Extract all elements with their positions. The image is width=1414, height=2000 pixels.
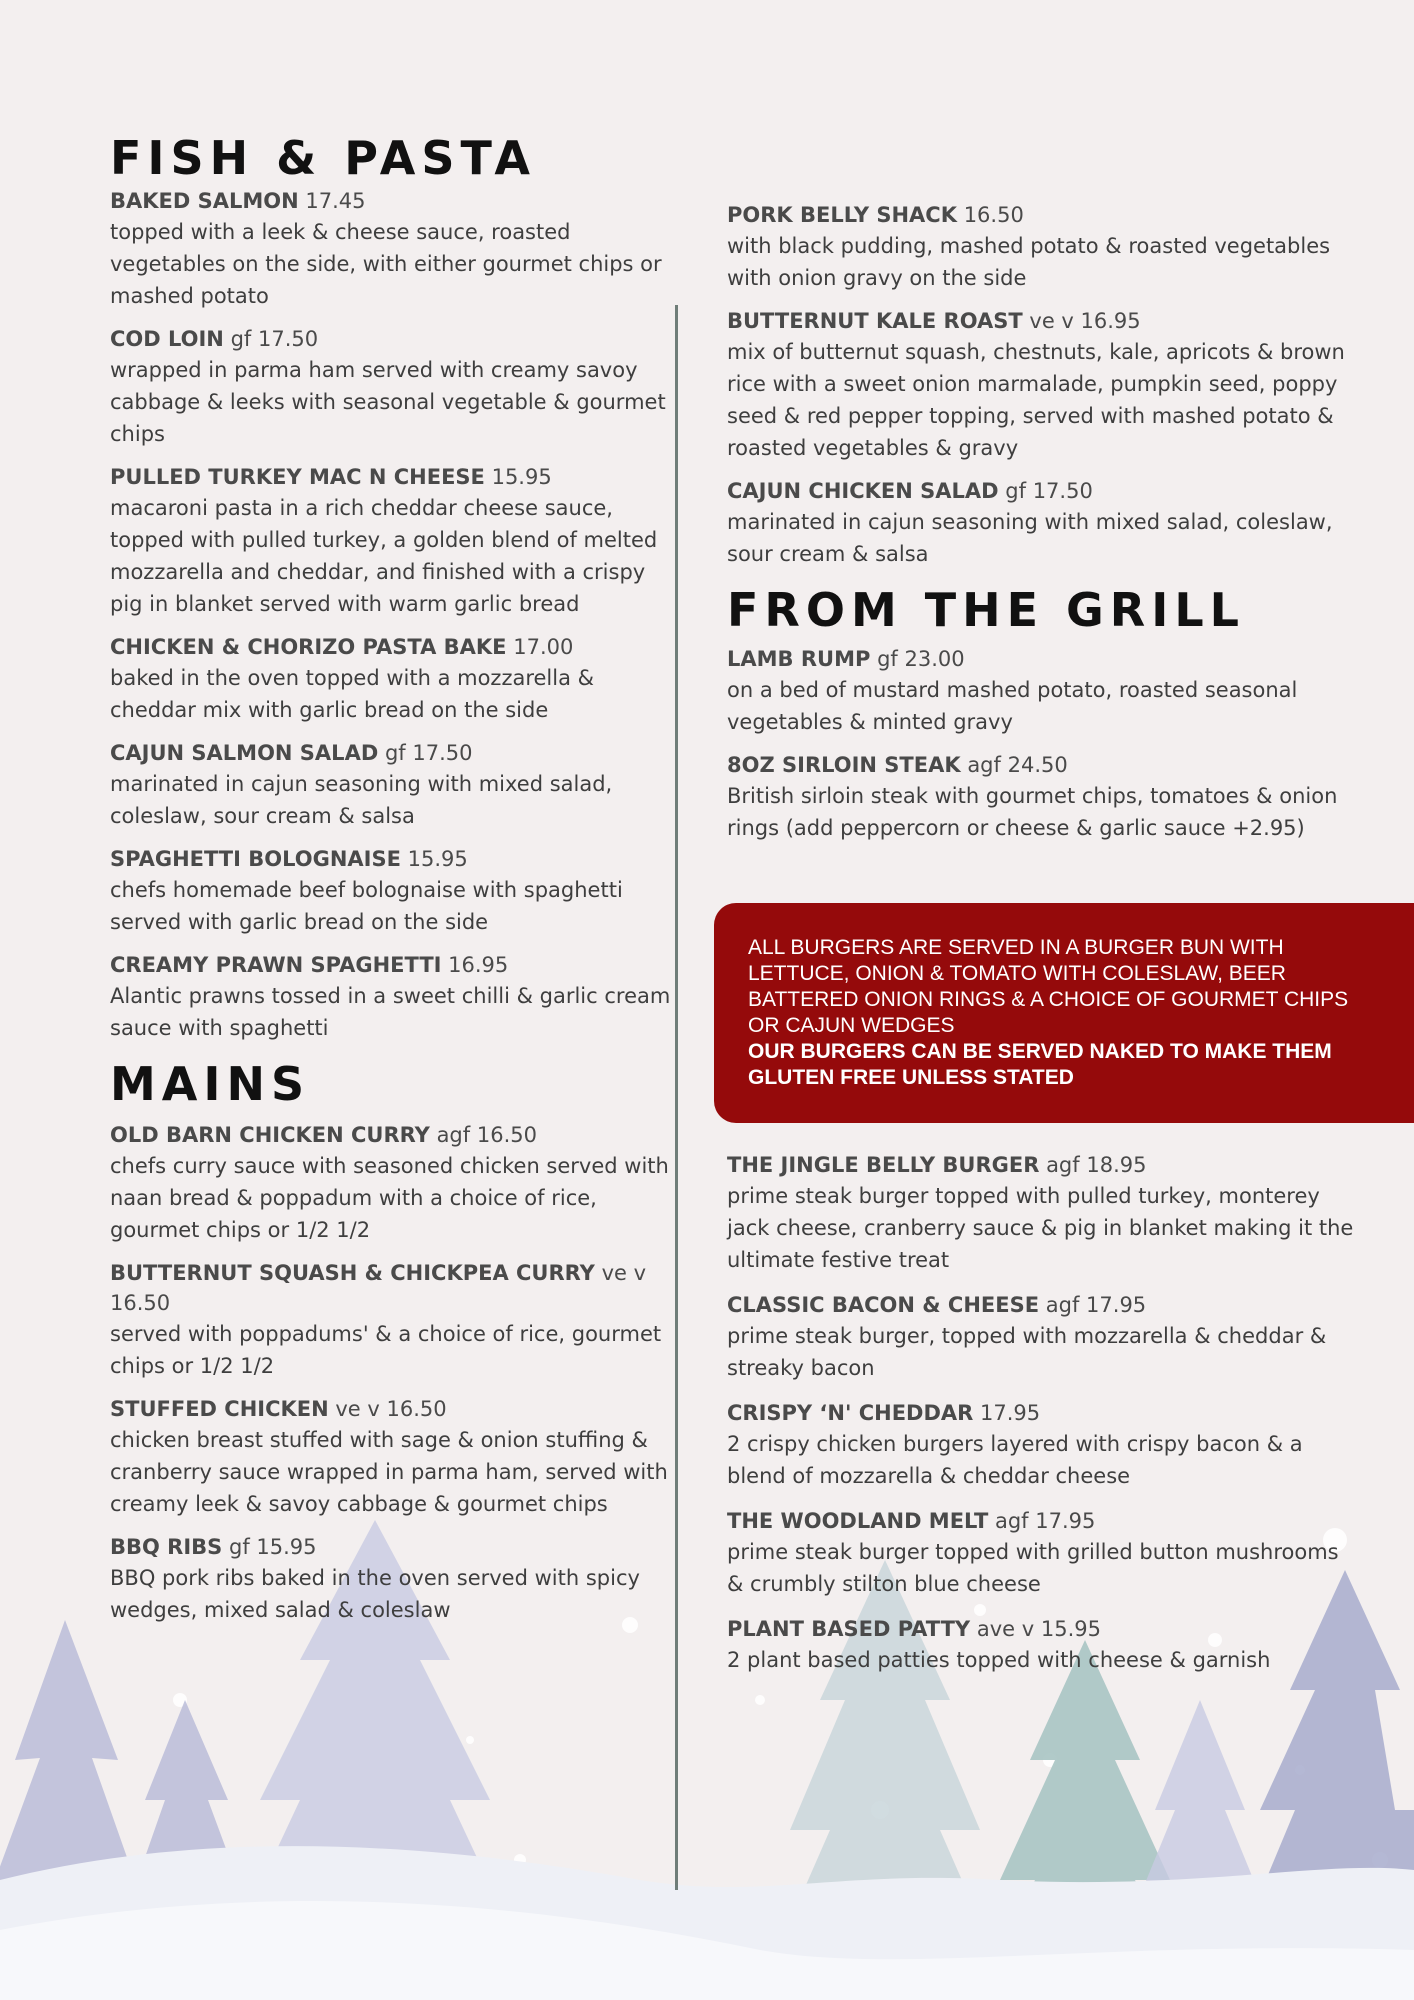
menu-item-title [727,200,1357,230]
menu-item-name: THE WOODLAND MELT [727,1509,989,1533]
menu-item-price: 17.95 [1086,1293,1147,1317]
menu-item-name: THE JINGLE BELLY BURGER [727,1153,1040,1177]
menu-item-description: baked in the oven topped with a mozzarella & cheddar mix with garlic bread on the side [110,666,595,722]
menu-item-description: with black pudding, mashed potato & roasted vegetables with onion gravy on the side [727,234,1331,290]
menu-item-price: 15.95 [1040,1617,1101,1641]
mains-heading: MAINS [110,1057,311,1111]
menu-item-title [110,1532,680,1562]
menu-item-description: BBQ pork ribs baked in the oven served with spicy wedges, mixed salad & coleslaw [110,1566,640,1622]
menu-item-name: STUFFED CHICKEN [110,1397,329,1421]
mains-right-list [727,200,1357,570]
menu-item-dietary-tag: ve v [335,1397,380,1421]
menu-item [110,1120,680,1246]
menu-item-price: 16.50 [110,1291,171,1315]
menu-item-description: prime steak burger, topped with mozzarella & cheddar & streaky bacon [727,1324,1327,1380]
menu-item-dietary-tag: gf [230,327,252,351]
fish-pasta-list [110,186,680,1044]
menu-item-name: COD LOIN [110,327,224,351]
menu-item-description: chicken breast stuffed with sage & onion stuffing & cranberry sauce wrapped in parma ham, served with creamy leek & savoy cabbage & gourmet chips [110,1428,668,1516]
menu-item-name: BBQ RIBS [110,1535,223,1559]
menu-item-price: 24.50 [1007,753,1068,777]
menu-item-dietary-tag: ve v [1029,309,1074,333]
menu-item-dietary-tag: ave v [976,1617,1035,1641]
menu-item-dietary-tag: gf [877,647,898,671]
menu-item-title [110,1120,680,1150]
menu-item [110,1394,680,1520]
menu-item-price: 17.45 [305,189,366,213]
menu-item-description: chefs curry sauce with seasoned chicken served with naan bread & poppadum with a choice of rice, gourmet chips or 1/2 1/2 [110,1154,669,1242]
menu-item-description: topped with a leek & cheese sauce, roasted vegetables on the side, with either gourmet chips or mashed potato [110,220,662,308]
menu-item-price: 18.95 [1086,1153,1147,1177]
menu-item-title [727,1614,1357,1644]
menu-item [727,1398,1357,1492]
menu-item [110,738,680,832]
menu-item-title [727,1150,1357,1180]
menu-item [727,306,1357,464]
menu-item-price: 16.50 [476,1123,537,1147]
menu-item-title [110,324,680,354]
menu-item-name: BUTTERNUT KALE ROAST [727,309,1023,333]
right-column [727,200,1357,856]
menu-item-price: 17.00 [513,635,574,659]
menu-item-description: macaroni pasta in a rich cheddar cheese sauce, topped with pulled turkey, a golden blend of melted mozzarella and cheddar, and finished with a crispy pig in blanket served with warm garlic bread [110,496,658,616]
menu-item [110,844,680,938]
menu-item-price: 16.50 [963,203,1024,227]
menu-item-title [110,1394,680,1424]
menu-item-description: marinated in cajun seasoning with mixed salad, coleslaw, sour cream & salsa [110,772,613,828]
burger-notice-gluten: OUR BURGERS CAN BE SERVED NAKED TO MAKE THEM GLUTEN FREE UNLESS STATED [748,1040,1332,1089]
menu-item-title [727,644,1357,674]
menu-item-description: Alantic prawns tossed in a sweet chilli & garlic cream sauce with spaghetti [110,984,671,1040]
menu-item-title [727,1398,1357,1428]
menu-item-price: 23.00 [904,647,965,671]
menu-item-name: CHICKEN & CHORIZO PASTA BAKE [110,635,507,659]
menu-item-dietary-tag: agf [1046,1153,1080,1177]
mains-left-list [110,1120,680,1626]
menu-item-description: wrapped in parma ham served with creamy savoy cabbage & leeks with seasonal vegetable & gourmet chips [110,358,666,446]
menu-item-title [727,1290,1357,1320]
menu-item-dietary-tag: agf [967,753,1001,777]
menu-item [727,1614,1357,1676]
menu-item-title [110,844,680,874]
menu-item-dietary-tag: gf [1005,479,1026,503]
menu-item-title [110,1258,680,1318]
menu-item-name: CAJUN CHICKEN SALAD [727,479,999,503]
menu-item-price: 17.95 [1035,1509,1096,1533]
menu-item-name: OLD BARN CHICKEN CURRY [110,1123,430,1147]
left-column [110,130,680,1638]
menu-item-name: 8OZ SIRLOIN STEAK [727,753,961,777]
menu-item-dietary-tag: gf [228,1535,250,1559]
menu-item-title [727,476,1357,506]
menu-item [727,1290,1357,1384]
menu-item [727,644,1357,738]
menu-item-price: 17.50 [1032,479,1093,503]
menu-item-name: PLANT BASED PATTY [727,1617,971,1641]
menu-item-dietary-tag: gf [384,741,406,765]
menu-item-name: BUTTERNUT SQUASH & CHICKPEA CURRY [110,1261,595,1285]
menu-item-description: prime steak burger topped with grilled button mushrooms & crumbly stilton blue cheese [727,1540,1339,1596]
menu-item [727,200,1357,294]
menu-item-title [727,750,1357,780]
menu-item-dietary-tag: agf [1045,1293,1080,1317]
menu-item-title [110,950,680,980]
menu-item-description: British sirloin steak with gourmet chips, tomatoes & onion rings (add peppercorn or cheese & garlic sauce +2.95) [727,784,1338,840]
menu-item-price: 16.50 [386,1397,447,1421]
menu-item-title [110,186,680,216]
menu-item-name: CREAMY PRAWN SPAGHETTI [110,953,442,977]
menu-item-name: SPAGHETTI BOLOGNAISE [110,847,401,871]
menu-item-description: marinated in cajun seasoning with mixed salad, coleslaw, sour cream & salsa [727,510,1333,566]
menu-item [110,1258,680,1382]
burgers-list [727,1150,1357,1690]
menu-item-name: PULLED TURKEY MAC N CHEESE [110,465,485,489]
menu-item [727,476,1357,570]
menu-item-description: 2 crispy chicken burgers layered with crispy bacon & a blend of mozzarella & cheddar cheese [727,1432,1303,1488]
menu-item [727,1150,1357,1276]
menu-item-title [727,306,1357,336]
menu-item-description: mix of butternut squash, chestnuts, kale, apricots & brown rice with a sweet onion marmalade, pumpkin seed, poppy seed & red pepper topping, served with mashed potato & roasted vegetables & gravy [727,340,1345,460]
menu-item-price: 17.95 [980,1401,1041,1425]
menu-item-price: 15.95 [256,1535,317,1559]
fish-pasta-heading: FISH & PASTA [110,131,536,185]
menu-item-name: PORK BELLY SHACK [727,203,957,227]
menu-item-price: 17.50 [412,741,473,765]
menu-item-title [727,1506,1357,1536]
burger-notice [714,903,1414,1123]
menu-item [110,950,680,1044]
burger-notice-text: ALL BURGERS ARE SERVED IN A BURGER BUN WITH LETTUCE, ONION & TOMATO WITH COLESLAW, BEER BATTERED ONION RINGS & A CHOICE OF GOURMET CHIPS OR CAJUN WEDGES [748,936,1349,1037]
menu-item [110,324,680,450]
menu-item [110,186,680,312]
menu-item [727,750,1357,844]
grill-list [727,644,1357,844]
menu-item [110,632,680,726]
menu-item-name: CRISPY ‘N' CHEDDAR [727,1401,974,1425]
grill-heading: FROM THE GRILL [727,583,1245,637]
menu-item-dietary-tag: agf [994,1509,1029,1533]
menu-item-description: prime steak burger topped with pulled turkey, monterey jack cheese, cranberry sauce & pig in blanket making it the ultimate festive treat [727,1184,1354,1272]
menu-item [110,1532,680,1626]
menu-item-description: 2 plant based patties topped with cheese & garnish [727,1648,1271,1672]
menu-item-dietary-tag: ve v [601,1261,647,1285]
menu-item-description: served with poppadums' & a choice of rice, gourmet chips or 1/2 1/2 [110,1322,662,1378]
menu-item [727,1506,1357,1600]
menu-item-title [110,462,680,492]
menu-item-description: chefs homemade beef bolognaise with spaghetti served with garlic bread on the side [110,878,623,934]
menu-item-price: 17.50 [258,327,319,351]
menu-item-title [110,738,680,768]
menu-item-title [110,632,680,662]
menu-item-description: on a bed of mustard mashed potato, roasted seasonal vegetables & minted gravy [727,678,1298,734]
menu-item-price: 16.95 [1080,309,1141,333]
menu-item-price: 15.95 [407,847,468,871]
menu-item-price: 16.95 [448,953,509,977]
menu-item-name: CAJUN SALMON SALAD [110,741,379,765]
menu-item-name: LAMB RUMP [727,647,871,671]
menu-item-price: 15.95 [491,465,552,489]
menu-item-dietary-tag: agf [436,1123,471,1147]
menu-item [110,462,680,620]
menu-item-name: BAKED SALMON [110,189,299,213]
menu-item-name: CLASSIC BACON & CHEESE [727,1293,1040,1317]
